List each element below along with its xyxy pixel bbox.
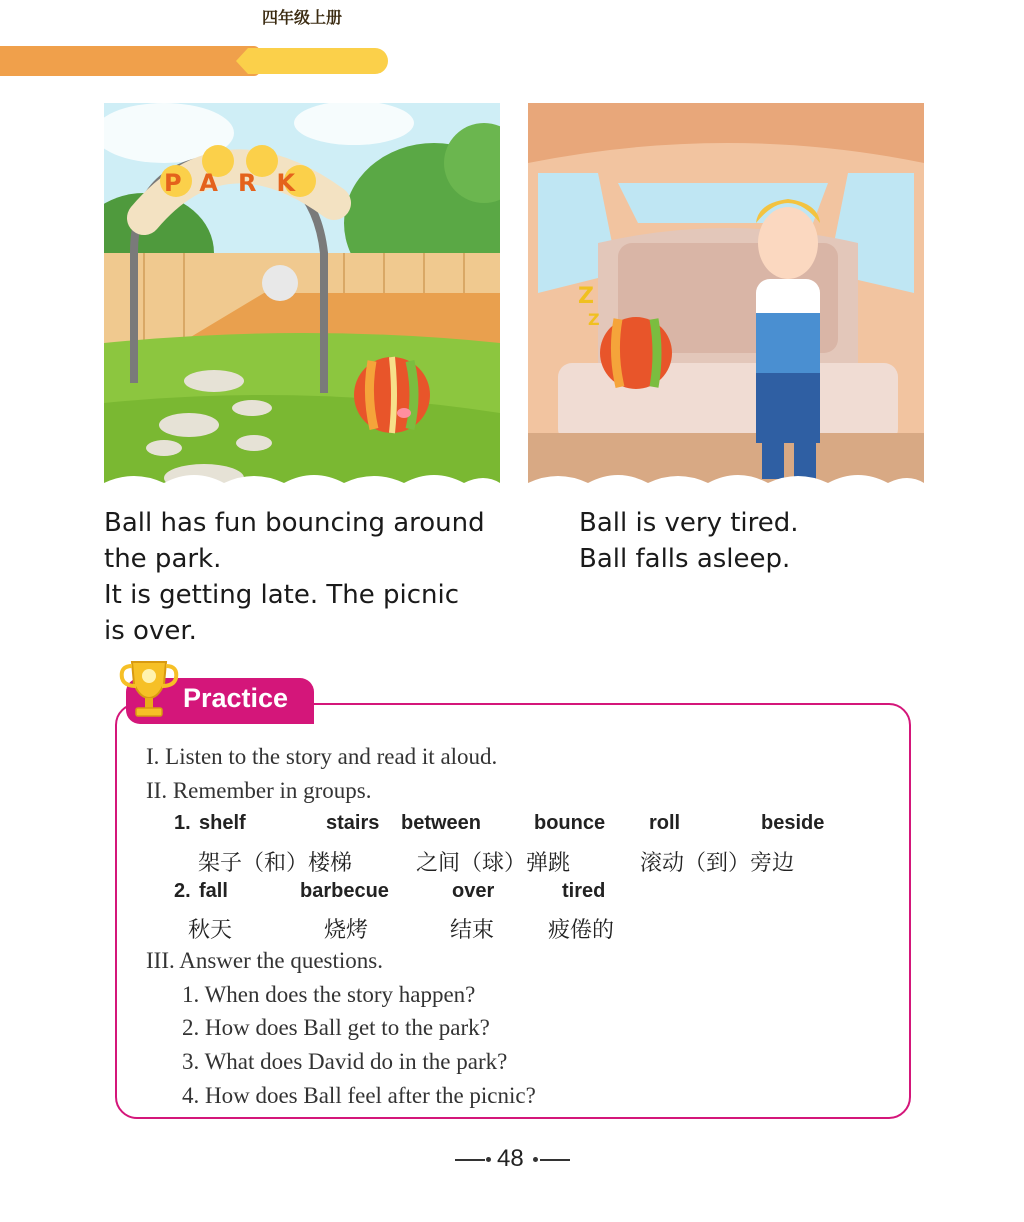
question-item: 2. How does Ball get to the park?	[182, 1015, 490, 1040]
series-title: 英语进阶阅读	[104, 9, 212, 28]
svg-text:Z: Z	[578, 284, 594, 309]
park-illustration	[104, 103, 500, 499]
page-dot-left	[486, 1157, 491, 1162]
vocab-meaning: 秋天	[188, 918, 233, 943]
group1-number: 1.	[174, 812, 191, 834]
vocab-meaning: 之间（球）弹跳	[416, 851, 571, 876]
caption-left	[104, 505, 514, 649]
vocab-word: over	[452, 880, 495, 902]
svg-text:Z: Z	[588, 310, 600, 329]
vocab-word: tired	[562, 880, 606, 902]
caption-line: the park.	[104, 544, 222, 574]
page-number: 48	[497, 1145, 524, 1172]
page-rule-left	[455, 1159, 485, 1161]
vocab-meaning: 滚动（到）旁边	[640, 851, 795, 876]
vocab-word: shelf	[199, 812, 246, 834]
vocab-word: between	[401, 812, 482, 834]
instruction-2: II. Remember in groups.	[146, 778, 372, 803]
question-item: 4. How does Ball feel after the picnic?	[182, 1083, 536, 1108]
header-banner	[0, 46, 392, 76]
page-dot-right	[533, 1157, 538, 1162]
vocab-word: bounce	[534, 812, 606, 834]
question-item: 3. What does David do in the park?	[182, 1049, 508, 1074]
caption-line: It is getting late. The picnic	[104, 580, 460, 610]
vocab-word: roll	[649, 812, 681, 834]
practice-title: Practice	[183, 683, 289, 713]
question-item: 1. When does the story happen?	[182, 982, 476, 1007]
vocab-word: barbecue	[300, 880, 389, 902]
banner-left-strip	[0, 46, 260, 76]
caption-line: Ball falls asleep.	[579, 544, 791, 574]
vocab-word: beside	[761, 812, 825, 834]
banner-right-tab	[236, 48, 388, 74]
car-illustration	[528, 103, 924, 499]
vocab-word: stairs	[326, 812, 380, 834]
instruction-1: I. Listen to the story and read it aloud.	[146, 744, 498, 769]
vocab-word: fall	[199, 880, 228, 902]
park-sign-text: PARK	[164, 169, 316, 197]
group2-number: 2.	[174, 880, 191, 902]
caption-line: Ball is very tired.	[579, 508, 799, 538]
page-rule-right	[540, 1159, 570, 1161]
trophy-icon	[118, 656, 180, 722]
vocab-meaning: 疲倦的	[548, 918, 615, 943]
caption-line: is over.	[104, 616, 197, 646]
caption-right	[579, 505, 919, 577]
vocab-meaning: 架子（和）楼梯	[198, 851, 353, 876]
volume-label: 四年级上册	[262, 10, 343, 27]
instruction-3: III. Answer the questions.	[146, 948, 383, 973]
vocab-meaning: 结束	[450, 918, 495, 943]
caption-line: Ball has fun bouncing around	[104, 508, 485, 538]
vocab-meaning: 烧烤	[324, 918, 369, 943]
